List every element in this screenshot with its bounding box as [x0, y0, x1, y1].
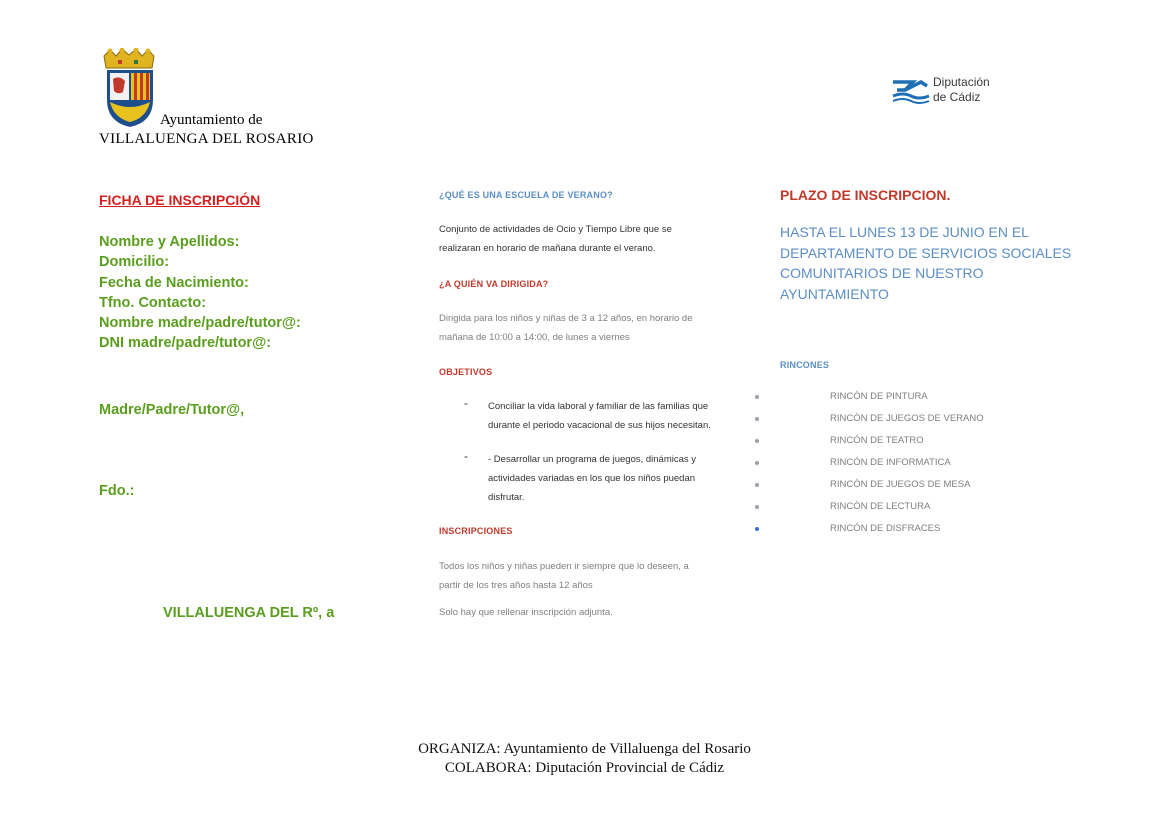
footer-colabora: COLABORA: Diputación Provincial de Cádiz	[444, 760, 725, 776]
org-name: VILLALUENGA DEL ROSARIO	[99, 131, 314, 147]
footer-organiza: ORGANIZA: Ayuntamiento de Villaluenga del Rosario	[418, 741, 751, 757]
bullet-icon	[755, 417, 759, 421]
bullet-icon	[755, 527, 759, 531]
partner-line-1: Diputación	[933, 75, 990, 89]
what-text: Conjunto de actividades de Ocio y Tiempo Libre que se realizaran en horario de mañana durante el verano.	[439, 224, 672, 254]
form-fields	[99, 232, 301, 354]
section-title-objectives: OBJETIVOS	[439, 367, 493, 377]
diputacion-logo-icon	[891, 76, 931, 104]
footer	[0, 740, 1169, 778]
field-address[interactable]: Domicilio:	[99, 254, 170, 271]
field-birth-date[interactable]: Fecha de Nacimiento:	[99, 274, 249, 291]
section-title-inscriptions: INSCRIPCIONES	[439, 526, 513, 536]
dash-1: -	[464, 396, 468, 410]
section-title-what: ¿QUÉ ES UNA ESCUELA DE VERANO?	[439, 190, 613, 200]
guardian-label: Madre/Padre/Tutor@,	[99, 402, 245, 418]
field-full-name[interactable]: Nombre y Apellidos:	[99, 234, 240, 250]
bullet-icon	[755, 439, 759, 443]
list-item: RINCÓN DE LECTURA	[755, 498, 1055, 520]
inscriptions-text: Todos los niños y niñas pueden ir siempre que lo deseen, a partir de los tres años hasta 12 años	[439, 561, 689, 591]
list-item: RINCÓN DE INFORMATICA	[755, 454, 1055, 476]
list-item: RINCÓN DE DISFRACES	[755, 520, 1055, 542]
objective-1: Conciliar la vida laboral y familiar de las familias que durante el periodo vacacional de sus hijos necesitan.	[488, 401, 711, 431]
deadline-title: PLAZO DE INSCRIPCION.	[780, 187, 951, 203]
deadline-text: HASTA EL LUNES 13 DE JUNIO EN EL DEPARTAMENTO DE SERVICIOS SOCIALES COMUNITARIOS DE NUESTRO AYUNTAMIENTO	[780, 224, 1072, 302]
field-guardian-dni[interactable]: DNI madre/padre/tutor@:	[99, 335, 272, 352]
list-item: RINCÓN DE TEATRO	[755, 432, 1055, 454]
who-text: Dirigida para los niños y niñas de 3 a 12 años, en horario de mañana de 10:00 a 14:00, de lunes a viernes	[439, 313, 693, 343]
dash-2: -	[464, 449, 468, 463]
objective-2: - Desarrollar un programa de juegos, dinámicas y actividades variadas en los que los niños puedan disfrutar.	[488, 454, 697, 503]
inscriptions-note: Solo hay que rellenar inscripción adjunta.	[439, 607, 613, 618]
section-title-who: ¿A QUIÉN VA DIRIGIDA?	[439, 279, 549, 289]
coat-of-arms-logo	[98, 48, 160, 128]
form-title: FICHA DE INSCRIPCIÓN	[99, 192, 261, 208]
corners-list	[755, 388, 1055, 542]
place-date-label: VILLALUENGA DEL Rº, a	[163, 605, 335, 621]
org-line-1: Ayuntamiento de	[160, 112, 263, 128]
corners-title: RINCONES	[780, 360, 830, 370]
list-item: RINCÓN DE PINTURA	[755, 388, 1055, 410]
partner-line-2: de Cádiz	[933, 90, 981, 104]
signature-label[interactable]: Fdo.:	[99, 483, 135, 499]
bullet-icon	[755, 505, 759, 509]
field-guardian-name[interactable]: Nombre madre/padre/tutor@:	[99, 315, 301, 332]
list-item: RINCÓN DE JUEGOS DE VERANO	[755, 410, 1055, 432]
bullet-icon	[755, 483, 759, 487]
field-phone[interactable]: Tfno. Contacto:	[99, 294, 207, 311]
bullet-icon	[755, 461, 759, 465]
list-item: RINCÓN DE JUEGOS DE MESA	[755, 476, 1055, 498]
bullet-icon	[755, 395, 759, 399]
